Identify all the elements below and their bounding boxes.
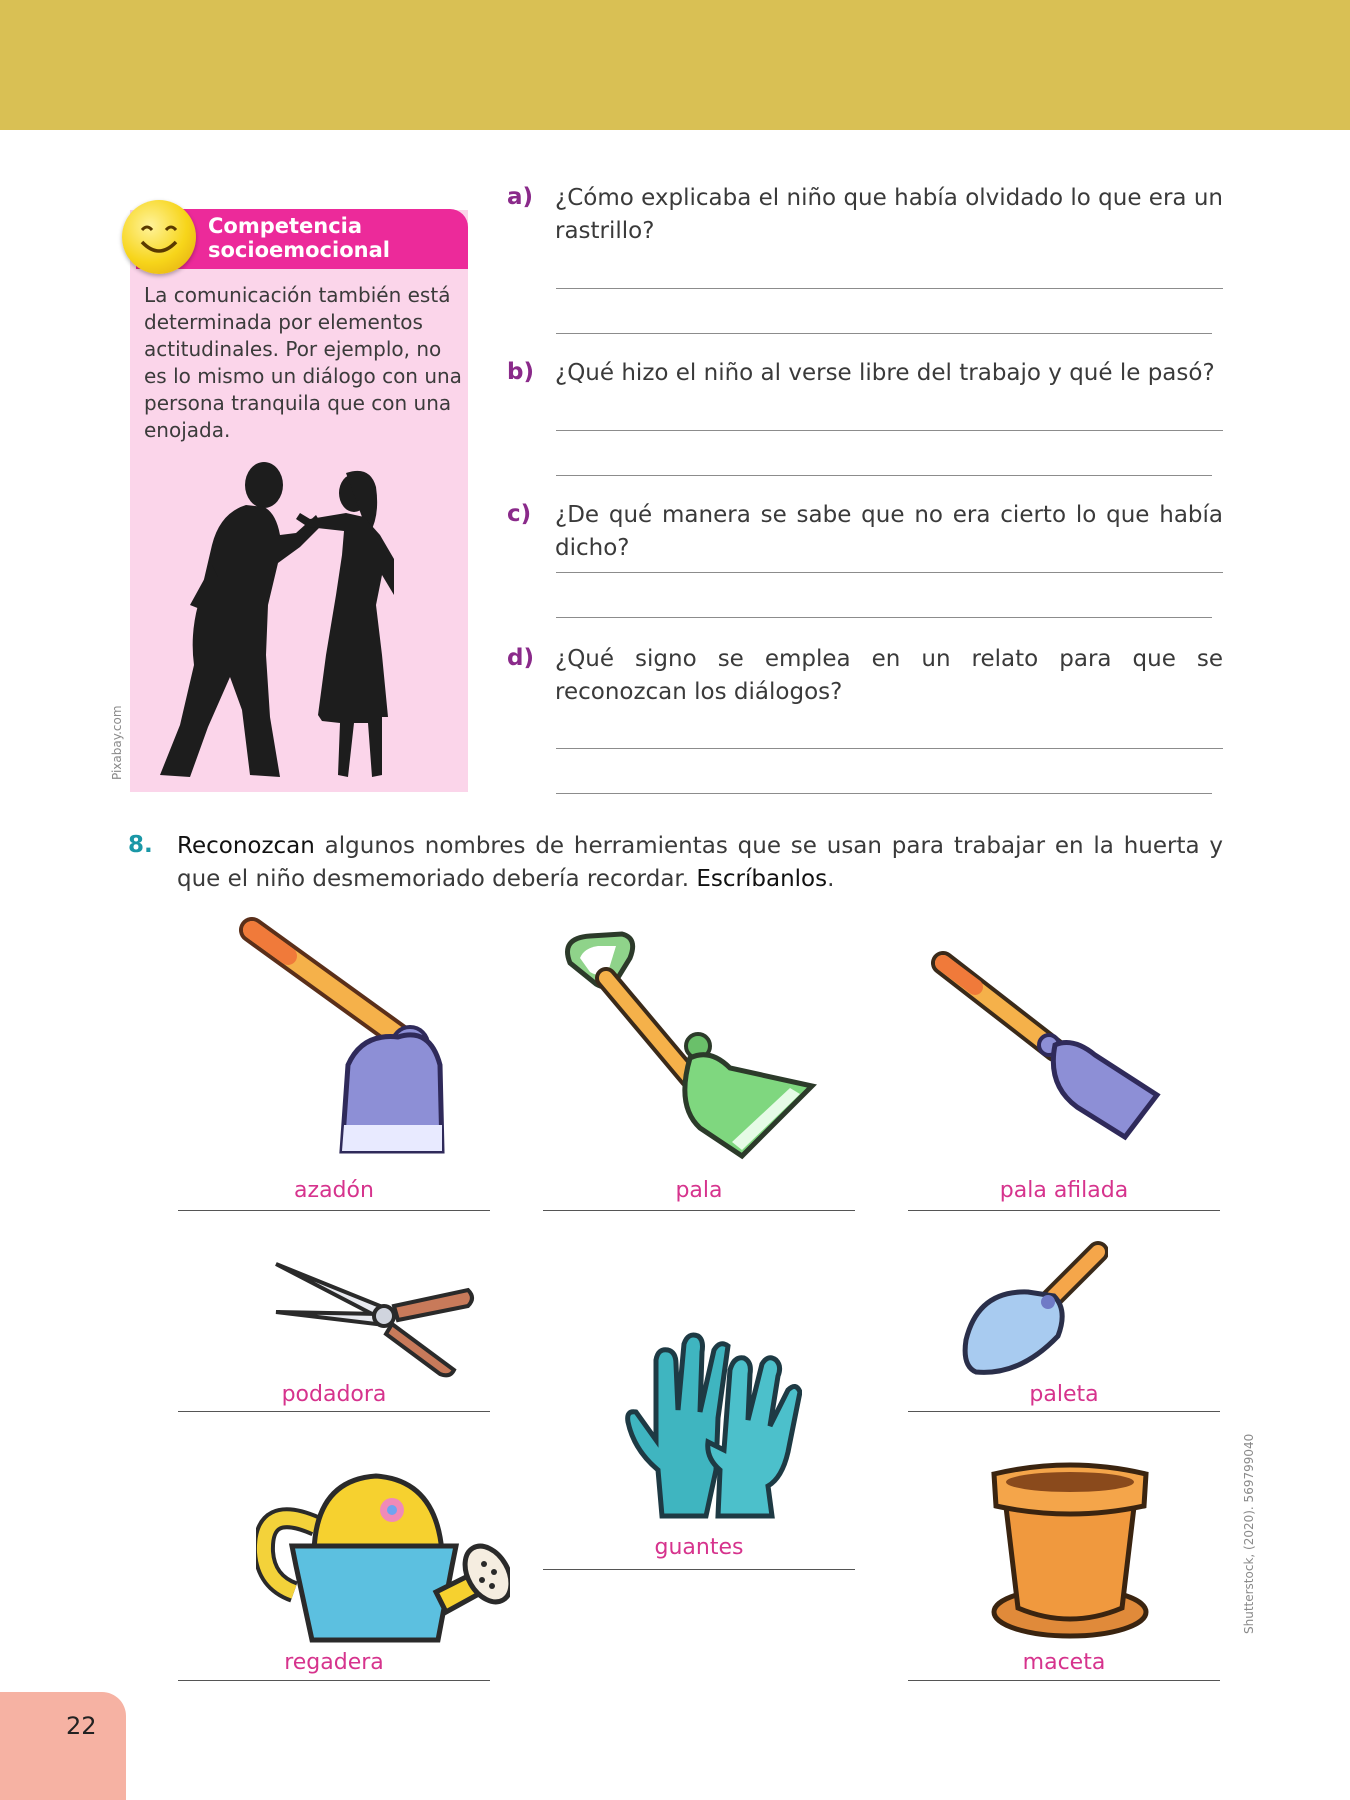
answer-line-c2[interactable] xyxy=(556,617,1212,618)
tool-label-pala-afilada: pala afilada xyxy=(999,1178,1129,1203)
top-color-band xyxy=(0,0,1350,130)
answer-line-c1[interactable] xyxy=(556,572,1223,573)
answer-line-d1[interactable] xyxy=(556,748,1223,749)
socioemotional-title: Competencia socioemocional xyxy=(208,214,390,262)
answer-line-regadera[interactable] xyxy=(178,1680,490,1681)
question-b-text: ¿Qué hizo el niño al verse libre del trabajo y qué le pasó? xyxy=(555,360,1215,386)
activity-text-mid: algunos nombres de herramientas que se usan para trabajar en la huerta y que el niño desmemoriado debería recordar. xyxy=(177,833,1223,892)
answer-line-b2[interactable] xyxy=(556,475,1212,476)
hand-trowel-icon xyxy=(958,1240,1108,1380)
arguing-couple-silhouette xyxy=(150,455,460,785)
activity-verb-2: Escríbanlos xyxy=(696,866,828,892)
answer-line-a1[interactable] xyxy=(556,288,1223,289)
tool-label-podadora: podadora xyxy=(281,1382,387,1407)
answer-line-azadon[interactable] xyxy=(178,1210,490,1211)
tool-label-pala: pala xyxy=(675,1178,723,1203)
answer-line-pala[interactable] xyxy=(543,1210,855,1211)
answer-line-d2[interactable] xyxy=(556,793,1212,794)
question-d-letter: d) xyxy=(507,645,534,671)
flower-pot-icon xyxy=(988,1462,1152,1642)
page-number-tab xyxy=(0,1692,126,1800)
tool-label-azadon: azadón xyxy=(294,1178,374,1203)
answer-line-b1[interactable] xyxy=(556,430,1223,431)
hoe-icon xyxy=(230,915,470,1165)
page-number: 22 xyxy=(66,1712,97,1740)
pixabay-credit: Pixabay.com xyxy=(110,705,124,780)
smiley-icon xyxy=(122,200,196,274)
question-b-letter: b) xyxy=(507,359,534,385)
answer-line-maceta[interactable] xyxy=(908,1680,1220,1681)
tool-label-maceta: maceta xyxy=(1022,1650,1106,1675)
answer-line-paleta[interactable] xyxy=(908,1411,1220,1412)
watering-can-icon xyxy=(256,1462,510,1648)
question-a-text: ¿Cómo explicaba el niño que había olvidado lo que era un rastrillo? xyxy=(555,185,1223,244)
socioemotional-text: La comunicación también está determinada por elementos actitudinales. Por ejemplo, no es lo mismo un diálogo con una persona tranquila que con una enojada. xyxy=(144,283,462,442)
gloves-icon xyxy=(622,1330,802,1520)
tool-label-regadera: regadera xyxy=(284,1650,384,1675)
activity-instruction xyxy=(177,830,1223,896)
trowel-spade-icon xyxy=(925,945,1165,1145)
question-a-letter: a) xyxy=(507,184,534,210)
activity-text-end: . xyxy=(827,866,835,892)
question-c-text: ¿De qué manera se sabe que no era cierto lo que había dicho? xyxy=(555,502,1223,561)
tool-label-guantes: guantes xyxy=(654,1535,744,1560)
shutterstock-credit: Shutterstock, (2020). 569799040 xyxy=(1242,1433,1256,1634)
answer-line-a2[interactable] xyxy=(556,333,1212,334)
activity-number: 8. xyxy=(128,832,153,858)
tool-label-paleta: paleta xyxy=(1029,1382,1099,1407)
activity-verb-1: Reconozcan xyxy=(177,833,315,859)
pruning-shears-icon xyxy=(272,1254,478,1380)
answer-line-guantes[interactable] xyxy=(543,1569,855,1570)
question-d-text: ¿Qué signo se emplea en un relato para que se reconozcan los diálogos? xyxy=(555,646,1223,705)
answer-line-pala-afilada[interactable] xyxy=(908,1210,1220,1211)
question-c-letter: c) xyxy=(507,501,532,527)
shovel-icon xyxy=(550,928,820,1168)
answer-line-podadora[interactable] xyxy=(178,1411,490,1412)
